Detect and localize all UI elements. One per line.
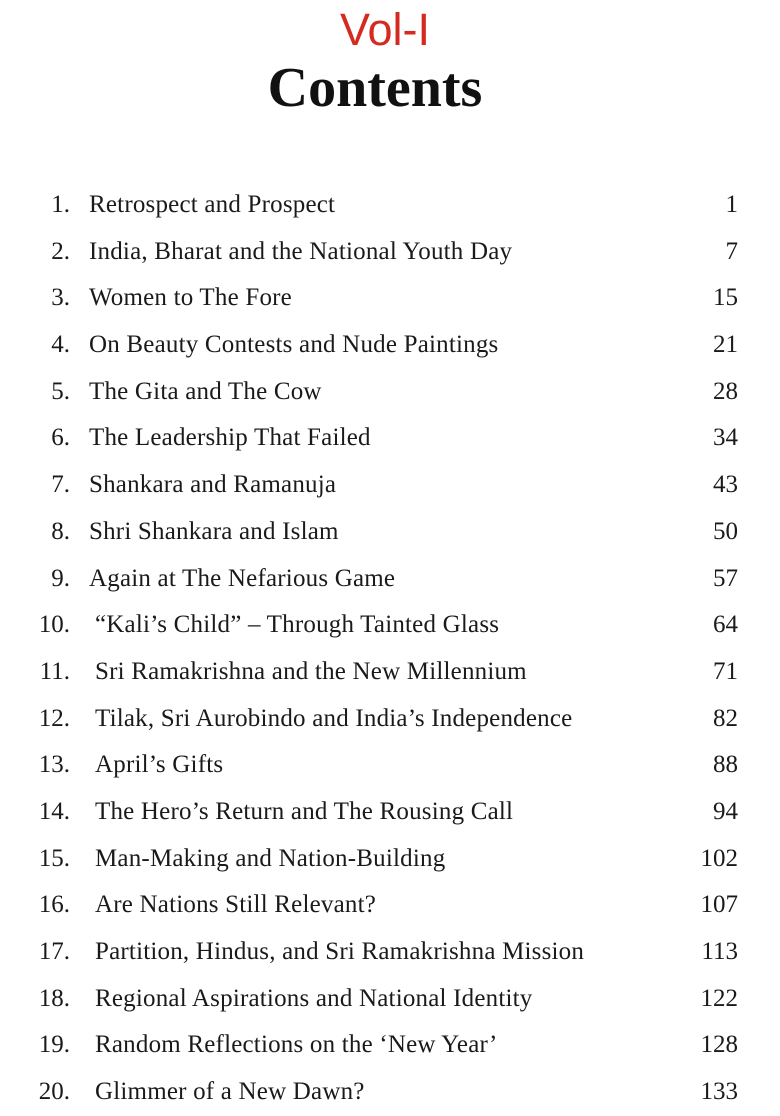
toc-entry [0, 1022, 780, 1069]
toc-entry [0, 415, 780, 462]
toc-entry [0, 462, 780, 509]
toc-entry-page-number: 133 [700, 1078, 738, 1106]
toc-entry-number: 6. [51, 424, 70, 452]
toc-entry-title: Random Reflections on the ‘New Year’ [95, 1031, 498, 1059]
toc-entry [0, 602, 780, 649]
toc-entry-title: Are Nations Still Relevant? [95, 891, 377, 919]
toc-entry-title: Women to The Fore [89, 284, 292, 312]
toc-entry-title: The Gita and The Cow [89, 377, 322, 405]
toc-entry-title: On Beauty Contests and Nude Paintings [89, 331, 499, 359]
toc-entry [0, 275, 780, 322]
toc-entry-number: 1. [51, 191, 70, 218]
toc-entry-number: 20. [38, 1078, 70, 1106]
toc-entry [0, 509, 780, 556]
toc-entry-number: 9. [51, 564, 70, 592]
toc-entry-page-number: 15 [713, 284, 738, 312]
toc-entry-page-number: 1 [725, 191, 738, 218]
toc-entry [0, 696, 780, 743]
toc-entry-number: 2. [51, 237, 70, 265]
toc-entry [0, 882, 780, 929]
toc-entry-title: April’s Gifts [95, 751, 224, 779]
table-of-contents [0, 182, 780, 1116]
toc-entry-title: Shri Shankara and Islam [89, 517, 339, 545]
toc-entry-title: The Hero’s Return and The Rousing Call [95, 797, 514, 825]
toc-entry [0, 836, 780, 883]
toc-entry-page-number: 57 [713, 564, 738, 592]
toc-entry [0, 742, 780, 789]
page-title: Contents [267, 57, 483, 119]
toc-entry [0, 929, 780, 976]
toc-entry-title: Retrospect and Prospect [89, 191, 336, 218]
toc-entry-title: The Leadership That Failed [89, 424, 371, 452]
toc-entry-page-number: 113 [701, 938, 738, 965]
toc-entry-title: Regional Aspirations and National Identity [95, 984, 533, 1012]
toc-entry-page-number: 94 [713, 797, 738, 825]
toc-entry [0, 556, 780, 603]
toc-entry [0, 182, 780, 229]
toc-entry-page-number: 102 [700, 844, 738, 872]
toc-entry [0, 229, 780, 276]
toc-entry-page-number: 82 [713, 704, 738, 732]
toc-entry [0, 369, 780, 416]
toc-entry [0, 1069, 780, 1116]
toc-entry-number: 8. [51, 517, 70, 545]
toc-entry-number: 3. [51, 284, 70, 312]
toc-entry [0, 789, 780, 836]
toc-entry-page-number: 71 [713, 657, 738, 685]
toc-entry-page-number: 122 [700, 984, 738, 1012]
toc-entry-number: 18. [38, 984, 70, 1012]
toc-entry-number: 16. [38, 891, 70, 919]
toc-entry [0, 322, 780, 369]
toc-entry-page-number: 64 [713, 611, 738, 639]
toc-entry-title: Shankara and Ramanuja [89, 471, 337, 499]
toc-entry-number: 15. [38, 844, 70, 872]
toc-entry-page-number: 128 [700, 1031, 738, 1059]
toc-entry-number: 10. [38, 611, 70, 639]
toc-entry [0, 649, 780, 696]
toc-entry-number: 14. [38, 797, 70, 825]
toc-entry-number: 4. [51, 331, 70, 359]
toc-entry-title: Sri Ramakrishna and the New Millennium [95, 657, 527, 685]
toc-entry-number: 7. [51, 471, 70, 499]
toc-entry-number: 11. [39, 657, 70, 685]
toc-entry-page-number: 43 [713, 471, 738, 499]
toc-entry-number: 17. [38, 938, 70, 965]
toc-entry [0, 976, 780, 1023]
toc-entry-title: Partition, Hindus, and Sri Ramakrishna Mission [95, 938, 585, 965]
toc-entry-number: 13. [38, 751, 70, 779]
toc-entry-title: Tilak, Sri Aurobindo and India’s Independence [95, 704, 573, 732]
toc-entry-title: Glimmer of a New Dawn? [95, 1078, 365, 1106]
toc-entry-title: Man-Making and Nation-Building [95, 844, 446, 872]
toc-entry-number: 5. [51, 377, 70, 405]
toc-entry-page-number: 28 [713, 377, 738, 405]
toc-entry-page-number: 50 [713, 517, 738, 545]
toc-entry-title: “Kali’s Child” – Through Tainted Glass [95, 611, 500, 639]
toc-entry-title: Again at The Nefarious Game [89, 564, 396, 592]
toc-entry-page-number: 21 [713, 331, 738, 359]
toc-entry-page-number: 88 [713, 751, 738, 779]
toc-entry-page-number: 7 [725, 237, 738, 265]
toc-entry-number: 19. [38, 1031, 70, 1059]
volume-label: Vol-I [339, 4, 431, 55]
toc-entry-page-number: 34 [713, 424, 738, 452]
toc-entry-title: India, Bharat and the National Youth Day [89, 237, 513, 265]
toc-entry-page-number: 107 [700, 891, 738, 919]
toc-entry-number: 12. [38, 704, 70, 732]
